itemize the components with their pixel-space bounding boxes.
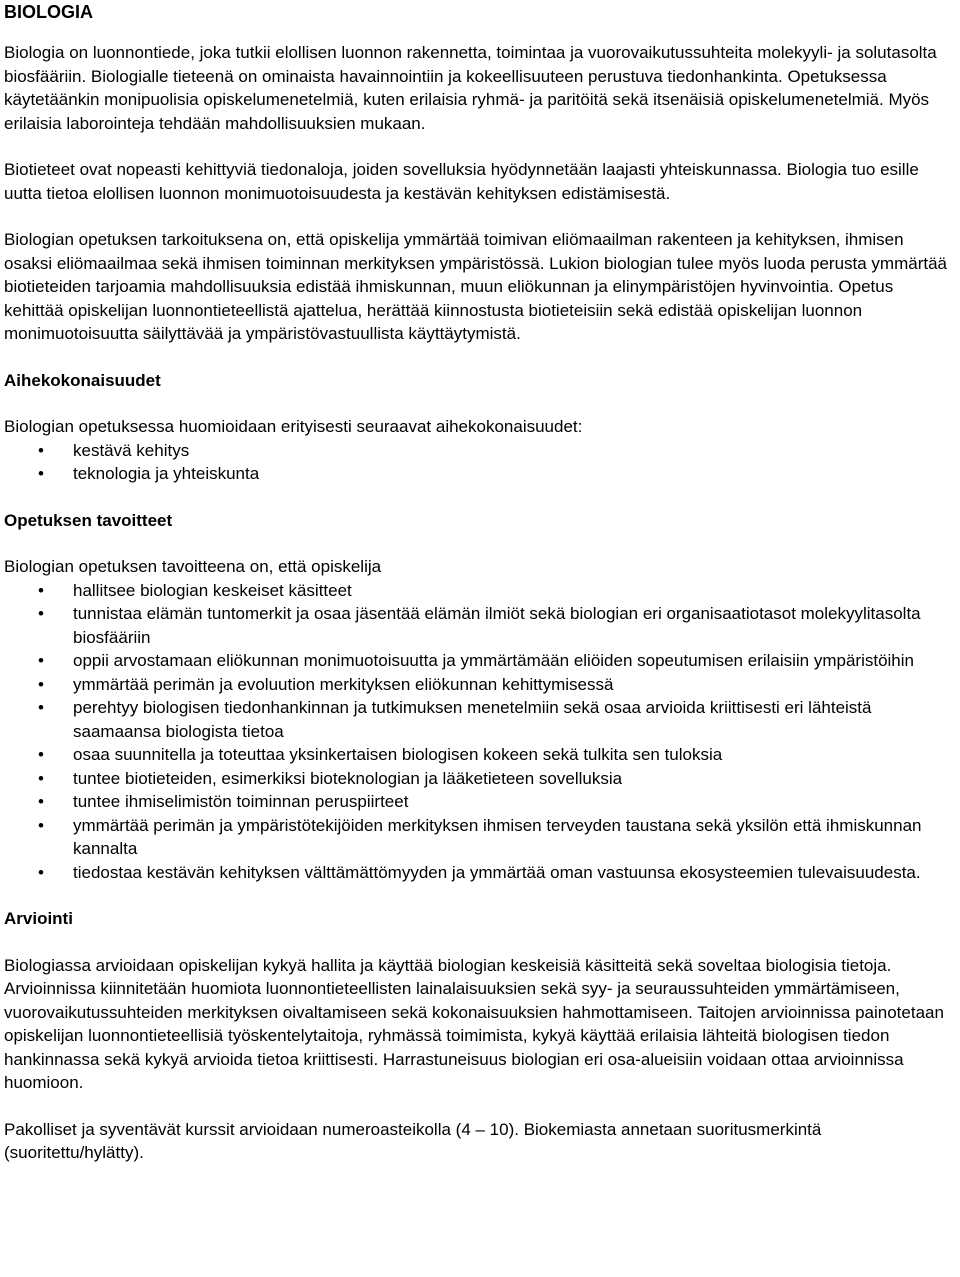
list-item: • osaa suunnitella ja toteuttaa yksinkertaisen biologisen kokeen sekä tulkita sen tuloksia [73, 743, 956, 767]
list-item: • tuntee biotieteiden, esimerkiksi bioteknologian ja lääketieteen sovelluksia [73, 767, 956, 791]
list-item: • perehtyy biologisen tiedonhankinnan ja tutkimuksen menetelmiin sekä osaa arvioida kriittisesti eri lähteistä saamaansa biologista tietoa [73, 696, 956, 743]
page-title: BIOLOGIA [4, 2, 93, 22]
arviointi-paragraph-1: Biologiassa arvioidaan opiskelijan kykyä hallita ja käyttää biologian keskeisiä käsitteitä sekä soveltaa biologisia tietoja. Arvioinnissa kiinnitetään huomiota luonnontieteellisten lainalaisuuksien sekä syy- ja seuraussuhteiden ymmärtämiseen, vuorovaikutussuhteiden merkityksen oivaltamiseen sekä kokonaisuuksien hahmottamiseen. Taitojen arvioinnissa painotetaan opiskelijan luonnontieteellisiä työskentelytaitoja, ryhmässä toimimista, kykyä käyttää erilaisia lähteitä biologisen tiedon hankinnassa sekä kykyä arvioida tietoa kriittisesti. Harrastuneisuus biologian eri osa-alueisiin voidaan ottaa arvioinnissa huomioon. [4, 955, 944, 1092]
aihekokonaisuudet-intro: Biologian opetuksessa huomioidaan erityisesti seuraavat aihekokonaisuudet: [4, 417, 583, 436]
bullet-icon: • [38, 440, 44, 460]
bullet-icon: • [38, 604, 44, 623]
intro-paragraph-2: Biotieteet ovat nopeasti kehittyviä tiedonaloja, joiden sovelluksia hyödynnetään laajasti yhteiskunnassa. Biologia tuo esille uutta tietoa elollisen luonnon monimuotoisuudesta ja kestävän kehityksen edistämisestä. [4, 160, 919, 203]
list-item: • tunnistaa elämän tuntomerkit ja osaa jäsentää elämän ilmiöt sekä biologian eri organisaatiotasot molekyylitasolta biosfääriin [73, 602, 956, 649]
list-item: • teknologia ja yhteiskunta [73, 462, 956, 486]
bullet-icon: • [38, 464, 44, 483]
bullet-icon: • [38, 792, 44, 811]
bullet-icon: • [38, 674, 44, 694]
list-item: • ymmärtää perimän ja evoluution merkityksen eliökunnan kehittymisessä [73, 673, 956, 697]
tavoitteet-intro: Biologian opetuksen tavoitteena on, että opiskelija [4, 557, 382, 576]
section-heading-arviointi: Arviointi [4, 909, 73, 928]
bullet-icon: • [38, 745, 44, 764]
arviointi-paragraph-2: Pakolliset ja syventävät kurssit arvioidaan numeroasteikolla (4 – 10). Biokemiasta annetaan suoritusmerkintä (suoritettu/hylätty). [4, 1119, 822, 1162]
list-item: • kestävä kehitys [73, 439, 956, 463]
list-item: • oppii arvostamaan eliökunnan monimuotoisuutta ja ymmärtämään eliöiden sopeutumisen erilaisiin ympäristöihin [73, 649, 956, 673]
list-item: • hallitsee biologian keskeiset käsitteet [73, 579, 956, 603]
section-heading-aihekokonaisuudet: Aihekokonaisuudet [4, 370, 161, 390]
bullet-icon: • [38, 580, 44, 600]
list-item: • tuntee ihmiselimistön toiminnan peruspiirteet [73, 790, 956, 814]
list-item: • ymmärtää perimän ja ympäristötekijöiden merkityksen ihmisen terveyden taustana sekä yksilön että ihmiskunnan kannalta [73, 814, 956, 861]
list-item: • tiedostaa kestävän kehityksen välttämättömyyden ja ymmärtää oman vastuunsa ekosysteemien tulevaisuudesta. [73, 861, 956, 885]
tavoitteet-list [4, 579, 956, 885]
aihekokonaisuudet-list [4, 439, 956, 486]
bullet-icon: • [38, 698, 44, 717]
bullet-icon: • [38, 768, 44, 788]
section-heading-tavoitteet: Opetuksen tavoitteet [4, 510, 173, 530]
intro-paragraph-3: Biologian opetuksen tarkoituksena on, että opiskelija ymmärtää toimivan eliömaailman rakenteen ja kehityksen, ihmisen osaksi eliömaailmaa sekä ihmisen toiminnan merkityksen ympäristössä. Lukion biologian tulee myös luoda perusta ymmärtää biotieteiden tarjoamia mahdollisuuksia edistää ihmiskunnan, muun eliökunnan ja elinympäristöjen hyvinvointia. Opetus kehittää opiskelijan luonnontieteellistä ajattelua, herättää kiinnostusta biotieteisiin sekä edistää opiskelijan luonnon monimuotoisuutta säilyttävää ja ympäristövastuullista käyttäytymistä. [4, 230, 947, 343]
bullet-icon: • [38, 862, 44, 882]
intro-paragraph-1: Biologia on luonnontiede, joka tutkii elollisen luonnon rakennetta, toimintaa ja vuorovaikutussuhteita molekyyli- ja solutasolta biosfääriin. Biologialle tieteenä on ominaista havainnointiin ja kokeellisuuteen perustuva tiedonhankinta. Opetuksessa käytetäänkin monipuolisia opiskelumenetelmiä, kuten erilaisia ryhmä- ja paritöitä sekä itsenäisiä opiskelumenetelmiä. Myös erilaisia laborointeja tehdään mahdollisuuksien mukaan. [4, 43, 937, 133]
bullet-icon: • [38, 651, 44, 670]
bullet-icon: • [38, 815, 44, 835]
